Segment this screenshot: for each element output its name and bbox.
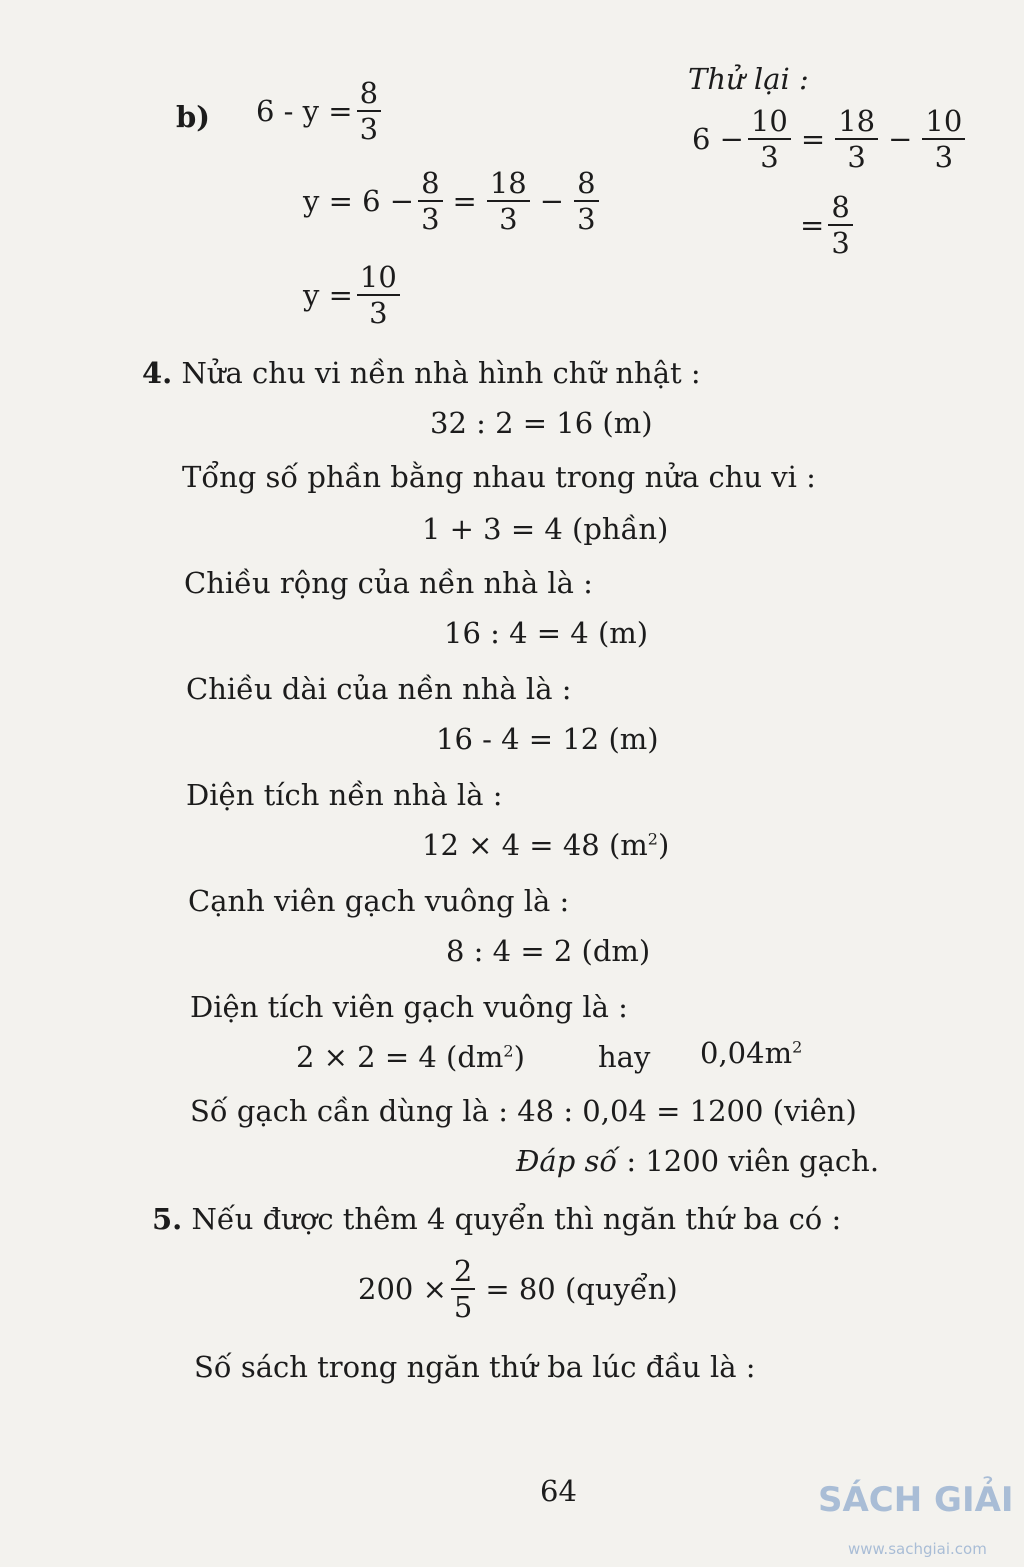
problem-4-line-3: Chiều rộng của nền nhà là :	[184, 566, 593, 600]
page-number: 64	[540, 1474, 577, 1508]
fraction-numerator: 2	[451, 1256, 475, 1290]
fraction-denominator: 3	[499, 202, 518, 237]
check-fraction-result	[828, 192, 852, 259]
calc-rhs: = 80 (quyển)	[485, 1272, 678, 1307]
check-row-1	[692, 106, 969, 173]
problem-4-line-8: Số gạch cần dùng là : 48 : 0,04 = 1200 (viên)	[190, 1094, 857, 1128]
problem-4-calc-2: 1 + 3 = 4 (phần)	[422, 512, 669, 546]
answer-value: : 1200 viên gạch.	[617, 1144, 880, 1178]
fraction-numerator: 8	[357, 78, 381, 112]
check-row-2	[800, 192, 857, 259]
superscript: 2	[503, 1041, 514, 1061]
calc-text-end: )	[513, 1040, 525, 1074]
check-fraction-2	[835, 106, 878, 173]
superscript: 2	[792, 1037, 803, 1057]
part-b-eq2	[303, 168, 603, 235]
eq2-fraction-2	[487, 168, 530, 235]
check-fraction-1	[748, 106, 791, 173]
fraction-denominator: 3	[369, 296, 388, 331]
part-b-label: b)	[176, 100, 210, 134]
problem-text: Nếu được thêm 4 quyển thì ngăn thứ ba có :	[191, 1202, 842, 1236]
minus-sign: −	[888, 122, 913, 157]
fraction-numerator: 18	[835, 106, 878, 140]
calc-text: 2 × 2 = 4 (dm	[296, 1040, 504, 1074]
problem-5-fraction	[451, 1256, 475, 1323]
eq2-lhs: y = 6 −	[303, 184, 415, 219]
calc-text: 0,04m	[700, 1036, 793, 1070]
minus-sign: −	[539, 184, 565, 219]
calc-text-end: )	[657, 828, 670, 862]
fraction-denominator: 3	[577, 202, 596, 237]
problem-4-line-2: Tổng số phần bằng nhau trong nửa chu vi :	[182, 460, 816, 494]
problem-text: Nửa chu vi nền nhà hình chữ nhật :	[181, 356, 701, 390]
problem-4-calc-3: 16 : 4 = 4 (m)	[444, 616, 649, 650]
superscript: 2	[647, 829, 658, 849]
problem-4-calc-7	[296, 1040, 525, 1074]
problem-4-line-5: Diện tích nền nhà là :	[186, 778, 503, 812]
fraction-denominator: 3	[847, 140, 866, 175]
equals-sign: =	[800, 208, 825, 243]
check-fraction-3	[922, 106, 965, 173]
fraction-denominator: 3	[421, 202, 440, 237]
fraction-numerator: 8	[574, 168, 598, 202]
problem-4-line-7: Diện tích viên gạch vuông là :	[190, 990, 628, 1024]
fraction-denominator: 3	[359, 112, 379, 147]
problem-5-calc-1	[358, 1256, 678, 1323]
fraction-denominator: 5	[453, 1290, 473, 1325]
fraction-numerator: 10	[748, 106, 791, 140]
problem-number: 4.	[142, 356, 173, 390]
answer-label: Đáp số	[516, 1144, 618, 1178]
problem-4-answer	[516, 1144, 879, 1178]
part-b-eq3	[303, 262, 404, 329]
fraction-denominator: 3	[934, 140, 954, 175]
problem-4-calc-5	[422, 828, 669, 862]
problem-4-line-6: Cạnh viên gạch vuông là :	[188, 884, 570, 918]
problem-4-calc-7-alt	[700, 1036, 802, 1070]
watermark-url: www.sachgiai.com	[848, 1540, 987, 1558]
eq3-fraction	[357, 262, 400, 329]
calc-text: 12 × 4 = 48 (m	[422, 828, 648, 862]
check-lhs: 6 −	[692, 122, 744, 157]
fraction-denominator: 3	[831, 226, 850, 261]
watermark-logo: SÁCH GIẢI	[818, 1480, 1014, 1520]
equals-sign: =	[452, 184, 477, 219]
problem-4-calc-7-hay: hay	[598, 1040, 651, 1074]
problem-4-calc-6: 8 : 4 = 2 (dm)	[446, 934, 651, 968]
calc-lhs: 200 ×	[358, 1272, 447, 1307]
problem-4-line-1	[142, 356, 701, 390]
part-b-eq1	[256, 78, 385, 145]
eq2-fraction-3	[574, 168, 598, 235]
problem-4-line-4: Chiều dài của nền nhà là :	[186, 672, 572, 706]
eq1-lhs: 6 - y =	[256, 94, 353, 129]
equals-sign: =	[800, 122, 826, 157]
problem-5-line-1	[152, 1202, 841, 1236]
eq1-fraction	[357, 78, 381, 145]
fraction-numerator: 10	[922, 106, 965, 140]
problem-4-calc-4: 16 - 4 = 12 (m)	[436, 722, 659, 756]
problem-4-calc-1: 32 : 2 = 16 (m)	[430, 406, 653, 440]
check-title: Thử lại :	[688, 62, 809, 96]
problem-5-line-2: Số sách trong ngăn thứ ba lúc đầu là :	[194, 1350, 756, 1384]
fraction-denominator: 3	[760, 140, 779, 175]
fraction-numerator: 18	[487, 168, 530, 202]
eq3-lhs: y =	[303, 278, 353, 313]
fraction-numerator: 8	[828, 192, 852, 226]
problem-number: 5.	[152, 1202, 183, 1236]
eq2-fraction-1	[418, 168, 442, 235]
fraction-numerator: 10	[357, 262, 400, 296]
fraction-numerator: 8	[418, 168, 442, 202]
